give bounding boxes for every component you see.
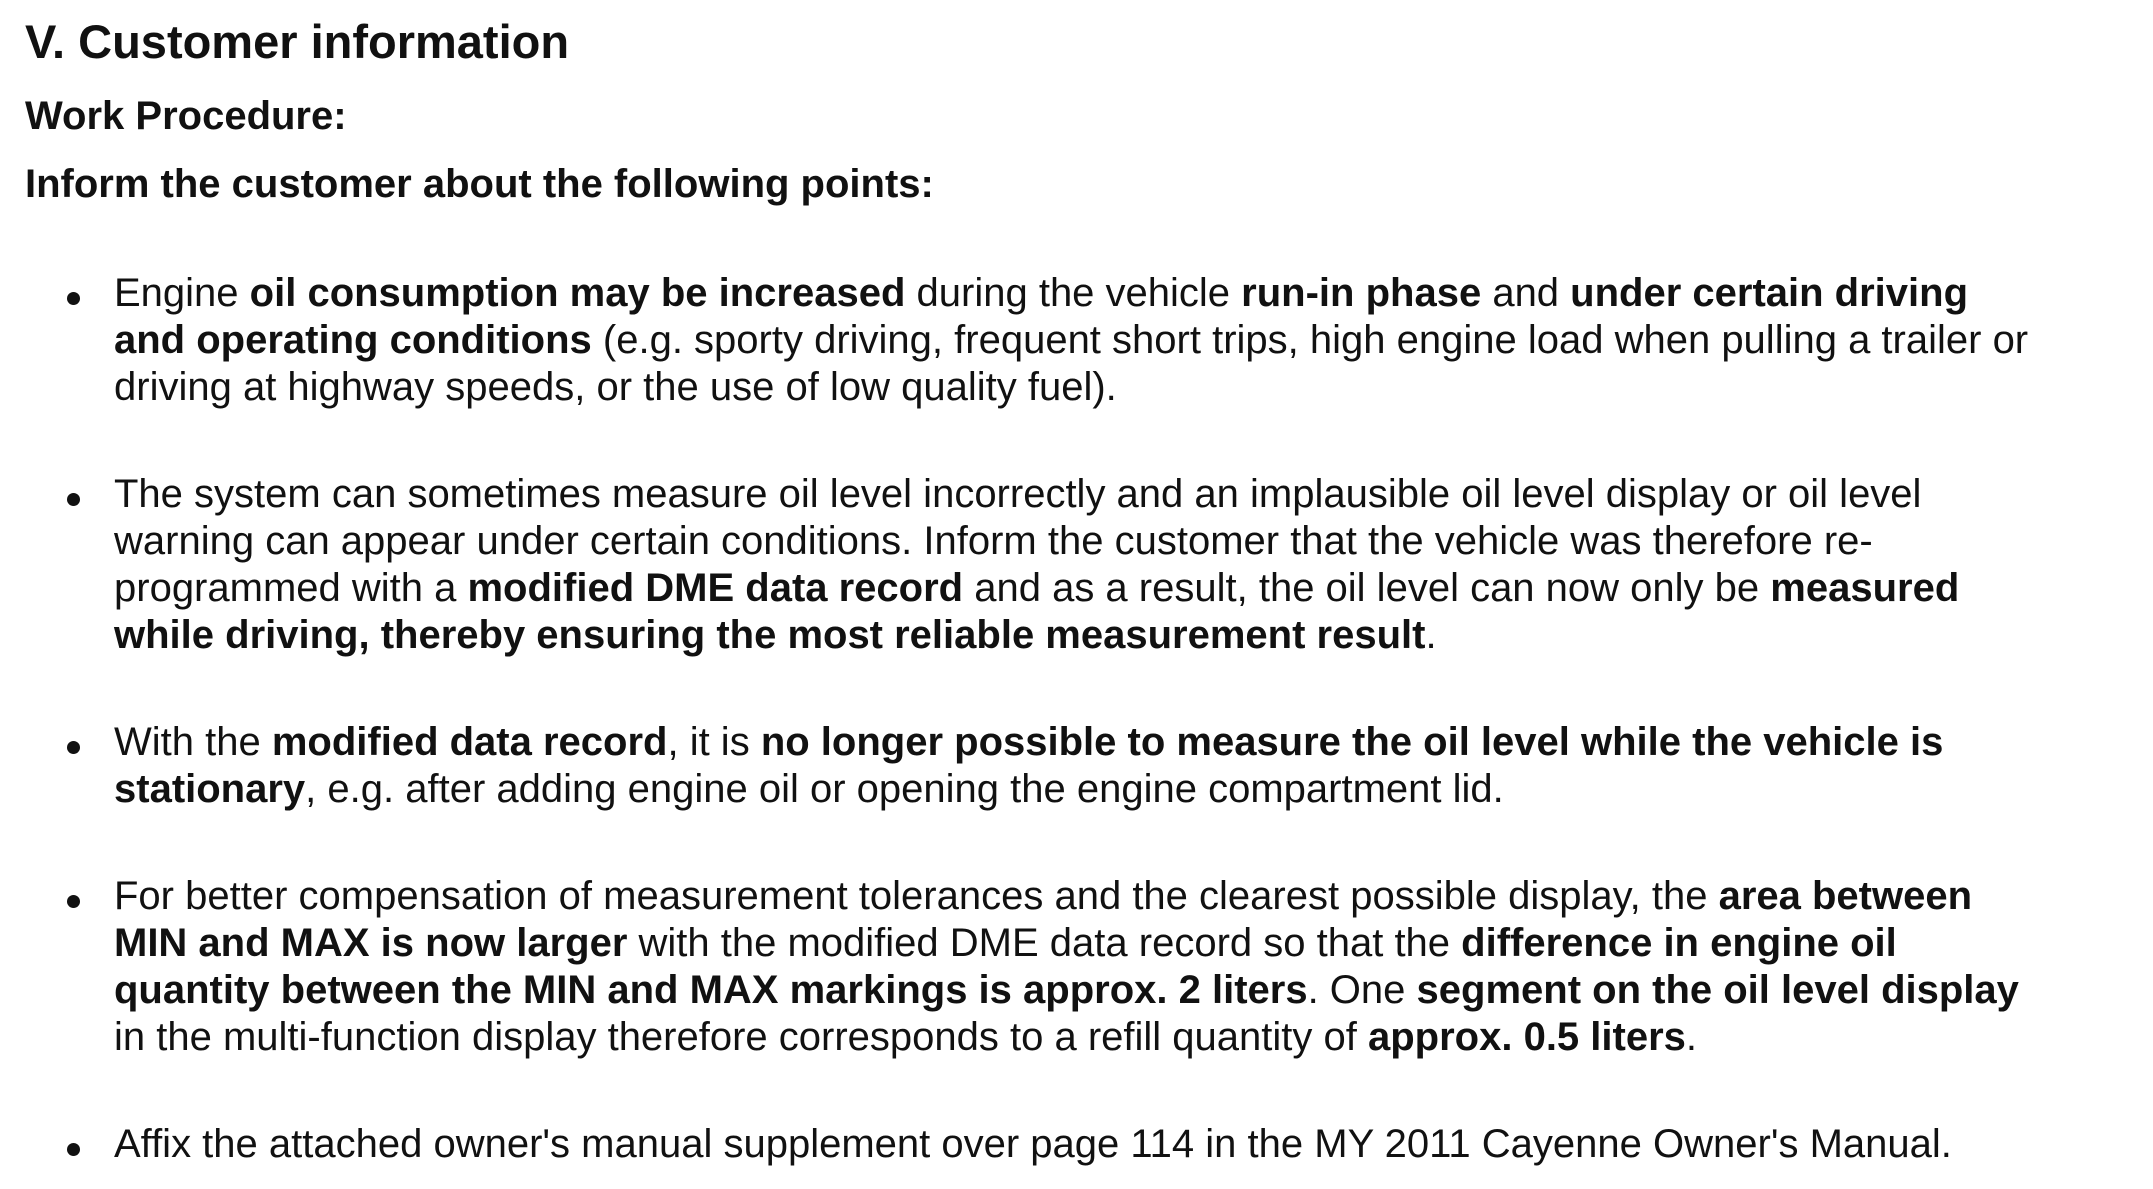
text-run: With the xyxy=(114,720,272,764)
text-run: . xyxy=(1685,1015,1698,1059)
work-procedure-heading: Work Procedure: xyxy=(25,94,347,138)
bullet-icon xyxy=(67,292,80,305)
list-item-text xyxy=(114,873,2144,1061)
bold-text-run: MIN and MAX is now larger xyxy=(114,921,628,965)
bold-text-run: measured xyxy=(1770,566,1960,610)
bold-text-run: approx. 0.5 liters xyxy=(1367,1015,1686,1059)
bold-text-run: modified data record xyxy=(271,720,668,764)
text-line xyxy=(114,317,2144,364)
text-run: warning can appear under certain conditions. Inform the customer that the vehicle was therefore re- xyxy=(114,519,1873,563)
text-run: For better compensation of measurement tolerances and the clearest possible display, the xyxy=(114,874,1719,918)
text-line xyxy=(114,1014,2144,1061)
bold-text-run: segment on the oil level display xyxy=(1416,968,2019,1012)
text-run: . One xyxy=(1307,968,1417,1012)
bold-text-run: no longer possible to measure the oil level while the vehicle is xyxy=(760,720,1944,764)
text-run: and as a result, the oil level can now only be xyxy=(963,566,1771,610)
text-run: The system can sometimes measure oil level incorrectly and an implausible oil level display or oil level xyxy=(114,472,1922,516)
text-line xyxy=(114,967,2144,1014)
text-run: , e.g. after adding engine oil or opening the engine compartment lid. xyxy=(305,767,1504,811)
text-line xyxy=(114,920,2144,967)
text-run: in the multi-function display therefore corresponds to a refill quantity of xyxy=(114,1015,1368,1059)
bold-text-run: oil consumption may be increased xyxy=(249,271,906,315)
text-line xyxy=(114,1121,2144,1168)
bold-text-run: run-in phase xyxy=(1241,271,1482,315)
text-line xyxy=(114,565,2144,612)
text-line xyxy=(114,766,2144,813)
list-item-text xyxy=(114,471,2144,659)
text-run: and xyxy=(1481,271,1571,315)
text-run: programmed with a xyxy=(114,566,468,610)
text-run: driving at highway speeds, or the use of low quality fuel). xyxy=(114,365,1117,409)
bullet-icon xyxy=(67,895,80,908)
text-line xyxy=(114,364,2144,411)
text-line xyxy=(114,873,2144,920)
text-line xyxy=(114,612,2144,659)
bullet-icon xyxy=(67,741,80,754)
bold-text-run: quantity between the MIN and MAX markings is approx. 2 liters xyxy=(114,968,1308,1012)
text-line xyxy=(114,518,2144,565)
bullet-icon xyxy=(67,493,80,506)
bold-text-run: stationary xyxy=(114,767,306,811)
text-run: , it is xyxy=(667,720,761,764)
bold-text-run: and operating conditions xyxy=(114,318,592,362)
list-item-text xyxy=(114,270,2144,411)
section-title: V. Customer information xyxy=(25,15,570,68)
text-run: with the modified DME data record so that the xyxy=(627,921,1462,965)
bullet-icon xyxy=(67,1143,80,1156)
text-run: Engine xyxy=(114,271,250,315)
text-line xyxy=(114,471,2144,518)
bold-text-run: under certain driving xyxy=(1570,271,1969,315)
bold-text-run: modified DME data record xyxy=(467,566,964,610)
text-run: during the vehicle xyxy=(905,271,1242,315)
text-run: . xyxy=(1425,613,1437,657)
bold-text-run: area between xyxy=(1718,874,1973,918)
inform-heading: Inform the customer about the following points: xyxy=(25,162,934,206)
text-line xyxy=(114,719,2144,766)
text-line xyxy=(114,270,2144,317)
list-item-text xyxy=(114,719,2144,813)
bold-text-run: while driving, thereby ensuring the most reliable measurement result xyxy=(114,613,1426,657)
text-run: Affix the attached owner's manual supplement over page 114 in the MY 2011 Cayenne Owner's Manual. xyxy=(114,1122,1952,1166)
list-item-text xyxy=(114,1121,2144,1168)
text-run: (e.g. sporty driving, frequent short trips, high engine load when pulling a trailer or xyxy=(591,318,2029,362)
bold-text-run: difference in engine oil xyxy=(1461,921,1897,965)
